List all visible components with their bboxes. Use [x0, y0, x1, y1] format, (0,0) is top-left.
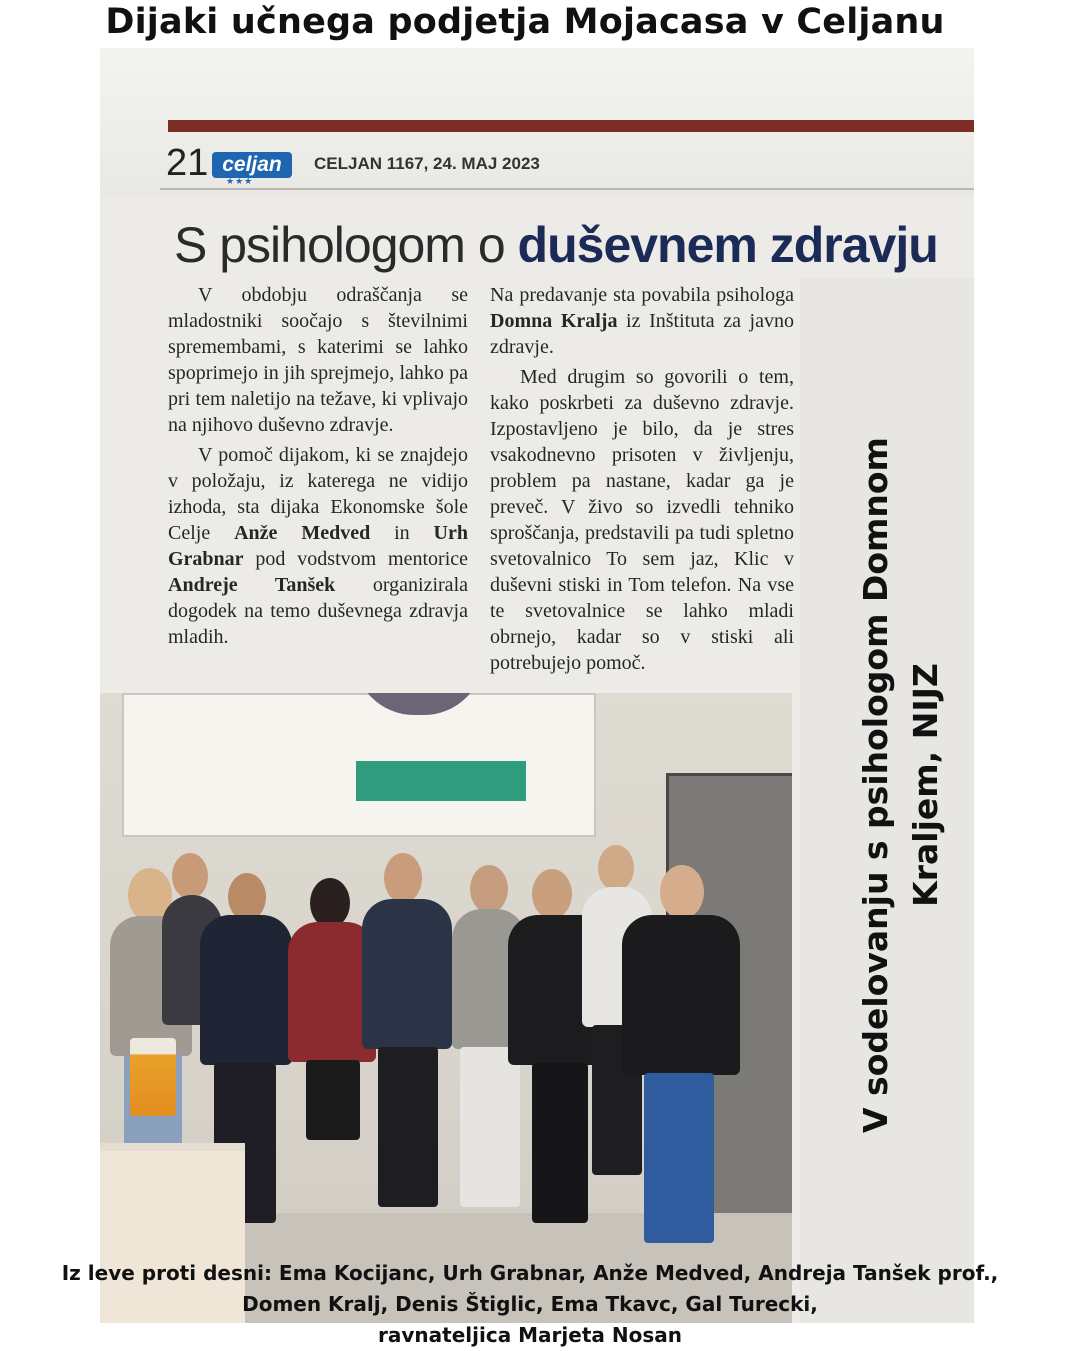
text-run: in	[370, 522, 434, 544]
headline-bold: duševnem zdravju	[517, 217, 938, 273]
masthead-rule	[160, 188, 974, 190]
name-bold: Anže Medved	[234, 522, 371, 544]
article-headline	[174, 216, 974, 274]
paragraph: V obdobju odraščanja se mladostniki soočajo s številnimi spremembami, s katerimi se lahko spoprimejo in jih sprejmejo, lahko pa pri tem naletijo na težave, ki vplivajo na njihovo duševno zdravje.	[168, 284, 468, 436]
article-column-1	[168, 282, 468, 650]
paragraph: Med drugim so govorili o tem, kako poskrbeti za duševno zdravje. Izpostavljeno je bilo, da je stres vsakodnevno prisoten v življenju, problem pa nastane, kadar ga je preveč. V živo so izvedli tehniko sproščanja, predstavili pa tudi spletno svetovalnico To sem jaz, Klic v duševni stiski in Tom telefon. Na vse te svetovalnice se lahko mladi obrnejo, kadar so v stiski ali potrebujejo pomoč.	[490, 366, 794, 674]
issue-info: CELJAN 1167, 24. MAJ 2023	[314, 154, 540, 173]
poster-title: Dijaki učnega podjetja Mojacasa v Celjanu	[105, 2, 945, 42]
caption-line-2: Domen Kralj, Denis Štiglic, Ema Tkavc, Gal Turecki,	[242, 1292, 818, 1316]
paragraph	[490, 282, 794, 360]
caption-line-3: ravnateljica Marjeta Nosan	[378, 1323, 682, 1347]
text-run: organizirala dogodek na temo duševnega zdravja mladih.	[168, 574, 468, 648]
name-bold: Urh Grabnar	[168, 522, 468, 570]
celjan-logo: celjan	[212, 152, 292, 178]
page-number: 21	[166, 142, 209, 184]
article-column-2	[490, 282, 794, 676]
text-run: Na predavanje sta povabila psihologa	[490, 284, 794, 306]
logo-stars-icon: ★★★	[226, 177, 254, 187]
text-run: V pomoč dijakom, ki se znajdejo v položaju, iz katerega ne vidijo izhoda, sta dijaka Ekonomske šole Celje	[168, 444, 468, 544]
headline-regular: S psihologom o	[174, 217, 518, 273]
paragraph	[168, 442, 468, 650]
text-run: pod vodstvom mentorice	[243, 548, 468, 570]
side-caption-line2: Kraljem, NIJZ	[906, 663, 945, 907]
name-bold: Andreje Tanšek	[168, 574, 336, 596]
text-run: iz Inštituta za javno zdravje.	[490, 310, 794, 358]
masthead-red-bar	[168, 120, 974, 132]
wall-poster	[122, 693, 596, 837]
side-caption-text	[851, 400, 951, 1170]
caption-line-1: Iz leve proti desni: Ema Kocijanc, Urh Grabnar, Anže Medved, Andreja Tanšek prof.,	[61, 1261, 999, 1285]
photo-caption	[0, 1258, 1060, 1351]
group-photo	[100, 693, 792, 1323]
name-bold: Domna Kralja	[490, 310, 618, 332]
poster-arc	[354, 693, 484, 715]
poster-green-box	[356, 761, 526, 801]
side-caption-line1: V sodelovanju s psihologom Domnom	[856, 437, 895, 1133]
juice-jug	[130, 1038, 176, 1116]
side-caption	[836, 400, 966, 1170]
